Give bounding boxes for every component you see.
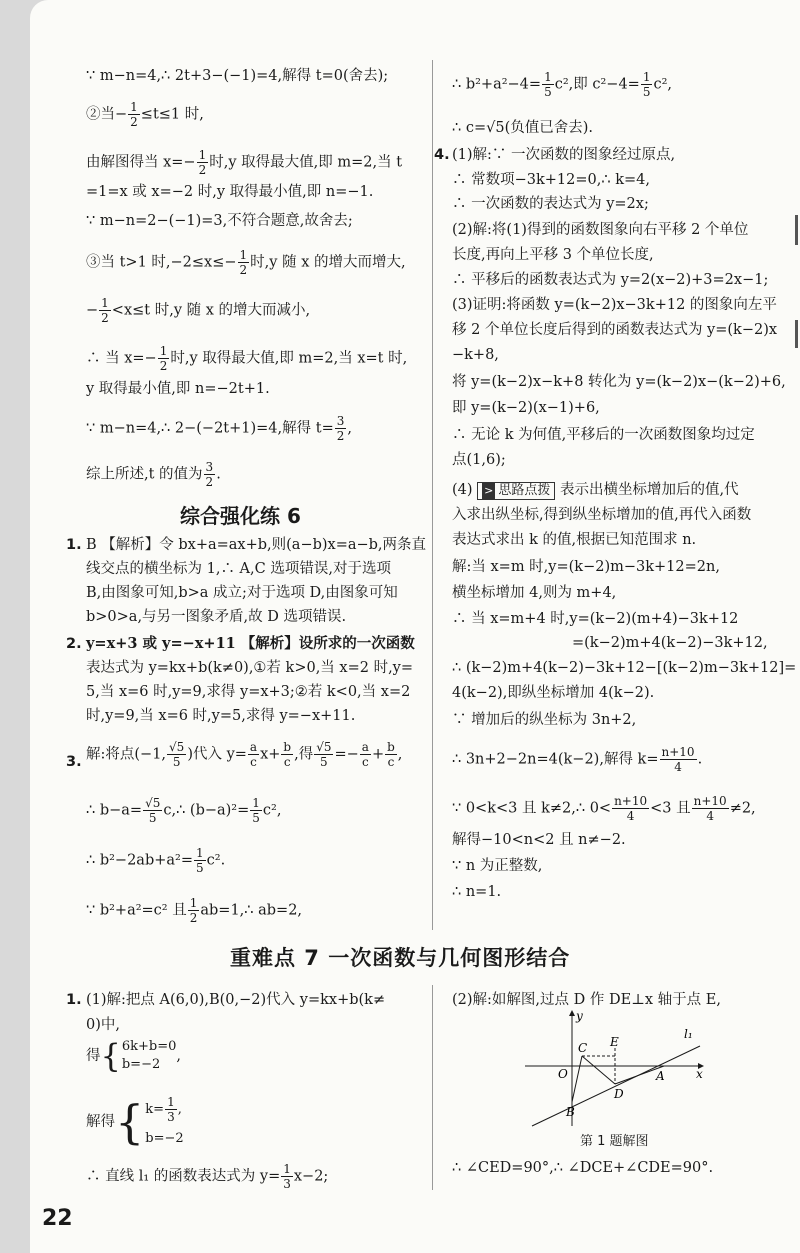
text-line: ∴ 常数项−3k+12=0,∴ k=4, — [452, 172, 650, 188]
column-divider — [432, 985, 433, 1190]
text-line: 将 y=(k−2)x−k+8 转化为 y=(k−2)x−(k−2)+6, — [452, 374, 786, 390]
text-line: =(k−2)m+4(k−2)−3k+12, — [572, 635, 768, 651]
text-line: 解得−10<n<2 且 n≠−2. — [452, 832, 626, 848]
text-line: ∴ 当 x=m+4 时,y=(k−2)(m+4)−3k+12 — [452, 611, 739, 627]
text-line: ∴ n=1. — [452, 884, 502, 900]
segment-CD — [582, 1056, 615, 1084]
text-line: 线交点的横坐标为 1,∴ A,C 选项错误,对于选项 — [86, 561, 391, 577]
text-line: y 取得最小值,即 n=−2t+1. — [86, 381, 270, 397]
section-title: 综合强化练 6 — [180, 504, 301, 528]
text-line: ∴ ∠CED=90°,∴ ∠DCE+∠CDE=90°. — [452, 1160, 714, 1176]
text-line: 5,当 x=6 时,y=9,求得 y=x+3;②若 k<0,当 x=2 — [86, 684, 411, 700]
text-line: 0)中, — [86, 1017, 120, 1033]
equation-system: 解得{ k= $\frac{1}{3}$ , b=−2 — [86, 1094, 184, 1149]
text-line: (3)证明:将函数 y=(k−2)x−3k+12 的图象向左平 — [452, 297, 777, 313]
text-line: 即 y=(k−2)(x−1)+6, — [452, 400, 600, 416]
text-line: ∴ 无论 k 为何值,平移后的一次函数图象均过定 — [452, 427, 755, 443]
text-line: B 【解析】令 bx+a=ax+b,则(a−b)x=a−b,两条直 — [86, 537, 427, 553]
label-A: A — [656, 1069, 665, 1083]
segment-BC — [572, 1056, 582, 1102]
text-line: y=x+3 或 y=−x+11 【解析】设所求的一次函数 — [86, 635, 415, 652]
text-line: 长度,再向上平移 3 个单位长度, — [452, 247, 654, 263]
label-B: B — [566, 1105, 575, 1119]
figure-caption: 第 1 题解图 — [580, 1134, 649, 1149]
text-line: 解:当 x=m 时,y=(k−2)m−3k+12=2n, — [452, 559, 720, 575]
text-line: ∴ 一次函数的表达式为 y=2x; — [452, 196, 649, 212]
text-line: (1)解:把点 A(6,0),B(0,−2)代入 y=kx+b(k≠ — [86, 992, 386, 1008]
text-line: 横坐标增加 4,则为 m+4, — [452, 585, 617, 601]
text-line: =1=x 或 x=−2 时,y 取得最小值,即 n=−1. — [86, 184, 374, 200]
text-line: (1)解:∵ 一次函数的图象经过原点, — [452, 147, 676, 163]
text-line: ∵ 0<k<3 且 k≠2,∴ 0< $\frac{n+10}{4}$ <3 且 $\frac{n+10}{4}$ ≠2, — [452, 794, 756, 823]
text-line: ∵ m−n=4,∴ 2−(−2t+1)=4,解得 t= $\frac{3}{2}$ , — [86, 414, 352, 443]
text-line: ∴ 直线 l₁ 的函数表达式为 y= $\frac{1}{3}$ x−2; — [86, 1162, 329, 1191]
text-line: ∴ 3n+2−2n=4(k−2),解得 k= $\frac{n+10}{4}$ . — [452, 745, 703, 774]
text-line: B,由图象可知,b>a 成立;对于选项 D,由图象可知 — [86, 585, 398, 601]
text-line: 由解图得当 x=− $\frac{1}{2}$ 时,y 取得最大值,即 m=2,当 t — [86, 148, 403, 177]
text-line: ∵ m−n=4,∴ 2t+3−(−1)=4,解得 t=0(舍去); — [86, 68, 389, 84]
text-line: ∴ b−a= $\frac{√5}{5}$ c,∴ (b−a)²= $\frac{1}{5}$ c², — [86, 796, 282, 825]
text-line: ∴ c=√5(负值已舍去). — [452, 120, 593, 136]
text-line: ∵ n 为正整数, — [452, 858, 543, 874]
text-line: ∵ 增加后的纵坐标为 3n+2, — [452, 712, 637, 728]
text-line: ∵ m−n=2−(−1)=3,不符合题意,故舍去; — [86, 213, 353, 229]
text-line: ∴ b²−2ab+a²= $\frac{1}{5}$ c². — [86, 846, 226, 875]
text-line: b>0>a,与另一图象矛盾,故 D 选项错误. — [86, 609, 347, 625]
text-line: ③当 t>1 时,−2≤x≤− $\frac{1}{2}$ 时,y 随 x 的增大而增大, — [86, 248, 406, 277]
label-y: y — [576, 1009, 583, 1023]
text-line: ∵ b²+a²=c² 且 $\frac{1}{2}$ ab=1,∴ ab=2, — [86, 896, 303, 925]
text-line: 点(1,6); — [452, 452, 506, 468]
brace-icon: { — [100, 1037, 121, 1075]
text-line: ②当− $\frac{1}{2}$ ≤t≤1 时, — [86, 100, 204, 129]
label-D: D — [614, 1087, 624, 1101]
label-O: O — [558, 1067, 568, 1081]
hint-tag: > 思路点拨 — [477, 482, 555, 500]
brace-icon: { — [115, 1094, 145, 1149]
equation-system: 得{ 6k+b=0 b=−2 , — [86, 1037, 181, 1075]
column-divider — [432, 60, 433, 930]
edge-mark — [795, 320, 798, 348]
section-title: 重难点 7 一次函数与几何图形结合 — [230, 946, 571, 970]
text-line: ∴ 当 x=− $\frac{1}{2}$ 时,y 取得最大值,即 m=2,当 x=t 时, — [86, 344, 408, 373]
text-line: (2)解:将(1)得到的函数图象向右平移 2 个单位 — [452, 222, 749, 238]
chevron-right-icon: > — [484, 484, 494, 497]
text-line: 4(k−2),即纵坐标增加 4(k−2). — [452, 685, 655, 701]
text-line: (2)解:如解图,过点 D 作 DE⊥x 轴于点 E, — [452, 992, 721, 1008]
text-line: − $\frac{1}{2}$ <x≤t 时,y 随 x 的增大而减小, — [86, 296, 311, 325]
label-E: E — [610, 1035, 619, 1049]
text-line: ∴ (k−2)m+4(k−2)−3k+12−[(k−2)m−3k+12]= — [452, 660, 797, 676]
text-line: 表达式求出 k 的值,根据已知范围求 n. — [452, 532, 697, 548]
text-line: −k+8, — [452, 347, 499, 363]
text-line: 表达式为 y=kx+b(k≠0),①若 k>0,当 x=2 时,y= — [86, 660, 414, 676]
text-line: ∴ 平移后的函数表达式为 y=2(x−2)+3=2x−1; — [452, 272, 769, 288]
edge-mark — [795, 215, 798, 245]
line-l1 — [532, 1046, 700, 1126]
text-line: 入求出纵坐标,得到纵坐标增加的值,再代入函数 — [452, 507, 752, 523]
text-line: ∴ b²+a²−4= $\frac{1}{5}$ c²,即 c²−4= $\frac{1}{5}$ c², — [452, 70, 673, 99]
text-line: 解:将点(−1, $\frac{√5}{5}$ )代入 y= $\frac{a}{c}$ x+ $\frac{b}{c}$ ,得 $\frac{√5}{5}$ =− $\frac{a}{c}$ + $\frac{b}{c}$ , — [86, 740, 403, 769]
text-line: 综上所述,t 的值为 $\frac{3}{2}$ . — [86, 460, 221, 489]
label-x: x — [696, 1067, 703, 1081]
page-number: 22 — [42, 1206, 73, 1231]
text-line: 时,y=9,当 x=6 时,y=5,求得 y=−x+11. — [86, 708, 356, 724]
label-C: C — [578, 1041, 588, 1055]
text-line: 移 2 个单位长度后得到的函数表达式为 y=(k−2)x — [452, 322, 778, 338]
y-axis-arrow-icon — [569, 1010, 575, 1016]
text-line: (4) > 思路点拨 表示出横坐标增加后的值,代 — [452, 482, 739, 498]
label-l1: l₁ — [684, 1027, 693, 1041]
geometry-figure — [520, 1008, 710, 1133]
